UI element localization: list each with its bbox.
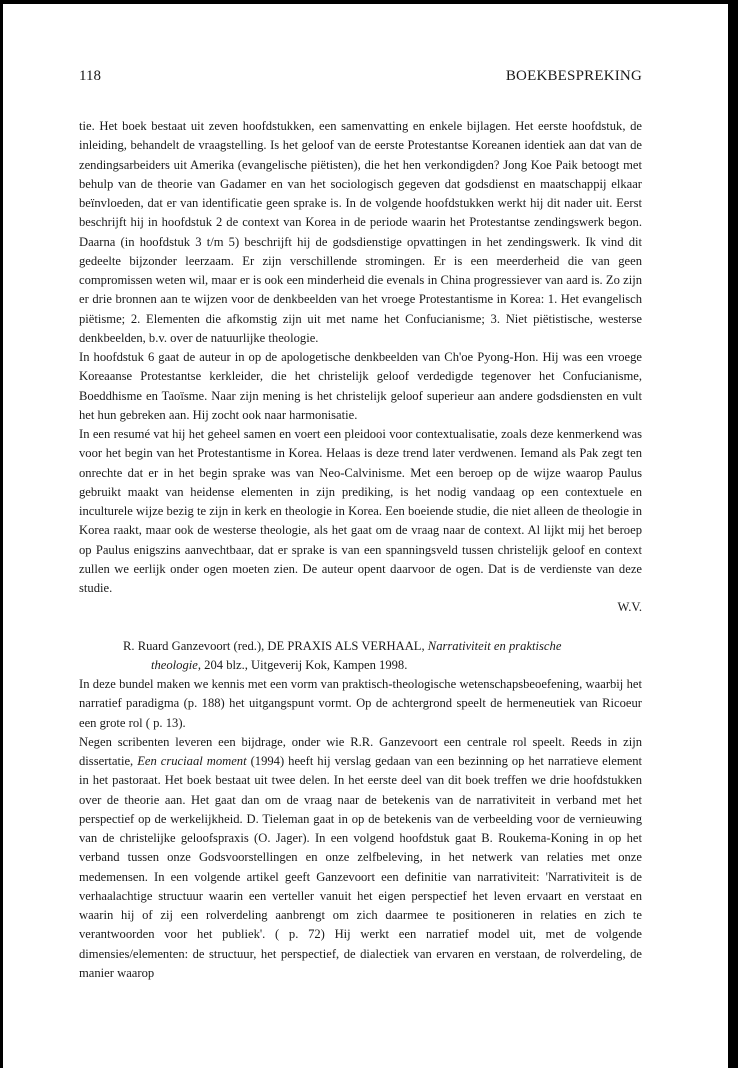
page-border-left [0,0,3,1068]
page-border-top [0,0,738,4]
page-border-right [728,0,738,1068]
dissertation-title: Een cruciaal moment [137,754,247,768]
page-header [79,60,642,82]
review1-paragraph-2: In hoofdstuk 6 gaat de auteur in op de apologetische denkbeelden van Ch'oe Pyong-Hon. Hij was een vroege Koreaanse Protestantse kerkleider, die het christelijk geloof verdedigde tegenover het Confucianisme, Boeddhisme en Taoïsme. Naar zijn mening is het christelijk geloof superieur aan andere godsdiensten en vult het hun gebreken aan. Hij zocht ook naar harmonisatie. [79,350,642,422]
review1-paragraph-1: tie. Het boek bestaat uit zeven hoofdstukken, een samenvatting en enkele bijlagen. Het eerste hoofdstuk, de inleiding, behandelt de vraagstelling. Is het geloof van de eerste Protestantse Koreanen identiek aan dat van de zendingsarbeiders uit Amerika (evangelische piëtisten), die het hen verkondigden? Jong Koe Paik betoogt met behulp van de theorie van Gadamer en van het sociologisch gegeven dat godsdienst en maatschappij elkaar beïnvloeden, dat er van identificatie geen sprake is. In de volgende hoofdstukken werkt hij dit nader uit. Eerst beschrijft hij in hoofdstuk 2 de context van Korea in de periode waarin het Protestantse zendingswerk begon. Daarna (in hoofdstuk 3 t/m 5) beschrijft hij de godsdienstige opvattingen in het zendingswerk. Ik vind dit gedeelte bijzonder leerzaam. Er zijn verschillende stromingen. Er is een meerderheid die van geen compromissen weten wil, maar er is ook een minderheid die evenals in China progressiever van aard is. Zo zijn er drie bronnen aan te wijzen voor de denkbeelden van het vroege Protestantisme in Korea: 1. Het evangelisch piëtisme; 2. Elementen die afkomstig zijn uit met name het Confucianisme; 3. Niet piëtistische, westerse denkbeelden, b.v. over de natuurlijke theologie. [79,119,642,345]
biblio-line-2 [123,656,642,675]
page-number: 118 [79,68,101,84]
biblio-publication-info: , 204 blz., Uitgeverij Kok, Kampen 1998. [197,657,408,672]
biblio-author-title: R. Ruard Ganzevoort (red.), DE PRAXIS ALS VERHAAL, [123,638,428,653]
review2-paragraph-2-start: Negen scribenten leveren een bijdrage, onder wie R.R. Ganzevoort een centrale rol speelt. Reeds in zijn dissertatie, [79,734,642,768]
document-page [79,60,642,983]
running-head: BOEKBESPREKING [505,68,642,84]
review2-paragraph-2 [79,733,642,983]
biblio-subtitle: Narrativiteit en praktische [427,638,562,653]
page-body [79,117,642,983]
review1-paragraph-3: In een resumé vat hij het geheel samen en voert een pleidooi voor contextualisatie, zoals deze kenmerkend was voor het begin van het Protestantisme in Korea. Helaas is deze trend later verdwenen. Iemand als Pak zegt ten onrechte dat er in het begin sprake was van Neo-Calvinisme. Met een beroep op de wijze waarop Paulus gebruikt maakt van heidense elementen in zijn prediking, is het nodig vandaag op een contextuele en inculturele wijze bezig te zijn in kerk en theologie in Korea. Een boeiende studie, die niet alleen de theologie in Korea raakt, maar ook de westerse theologie, als het gaat om de vraag naar de context. Al lijkt mij het beroep op Paulus enigszins aanvechtbaar, dat er sprake is van een spanningsveld tussen christelijk geloof en context zullen we eerlijk onder ogen moeten zien. De auteur opent daarvoor de ogen. Dat is de verdienste van deze studie. [79,427,642,595]
review2-bibliographic-entry [79,637,642,676]
review2-paragraph-1: In deze bundel maken we kennis met een vorm van praktisch-theologische wetenschapsbeoefening, waarbij het narratief paradigma (p. 188) het uitgangspunt vormt. Op de achtergrond speelt de hermeneutiek van Ricoeur een grote rol ( p. 13). [79,677,642,730]
biblio-subtitle-end: theologie [151,657,198,672]
review2-paragraph-2-rest: (1994) heeft hij verslag gedaan van een bezinning op het narratieve element in het pastoraat. Het boek bestaat uit twee delen. In het eerste deel van dit boek treffen we drie hoofdstukken over de theorie aan. Het gaat dan om de vraag naar de betekenis van de narrativiteit in verband met het perspectief op de werkelijkheid. D. Tieleman gaat in op de betekenis van de verbeelding voor de vernieuwing van de christelijke geloofspraxis (O. Jager). In een volgend hoofdstuk gaat B. Roukema-Koning in op het verband tussen onze Godsvoorstellingen en onze zelfbeleving, in het netwerk van relaties met onze medemensen. In een volgende artikel geeft Ganzevoort een definitie van narrativiteit: 'Narrativiteit is de verhaalachtige structuur waarin een verteller vanuit het eigen perspectief het leven ervaart en verstaat en waarin hij of zij een rolverdeling aanbrengt om zich daarmee te positioneren in relaties en zich te verantwoorden voor het publiek'. ( p. 72) Hij werkt een narratief model uit, met de volgende dimensies/elementen: de structuur, het perspectief, de dialectiek van ervaren en verstaan, de rolverdeling, de manier waarop [79,754,643,980]
review1-signature: W.V. [617,600,642,615]
